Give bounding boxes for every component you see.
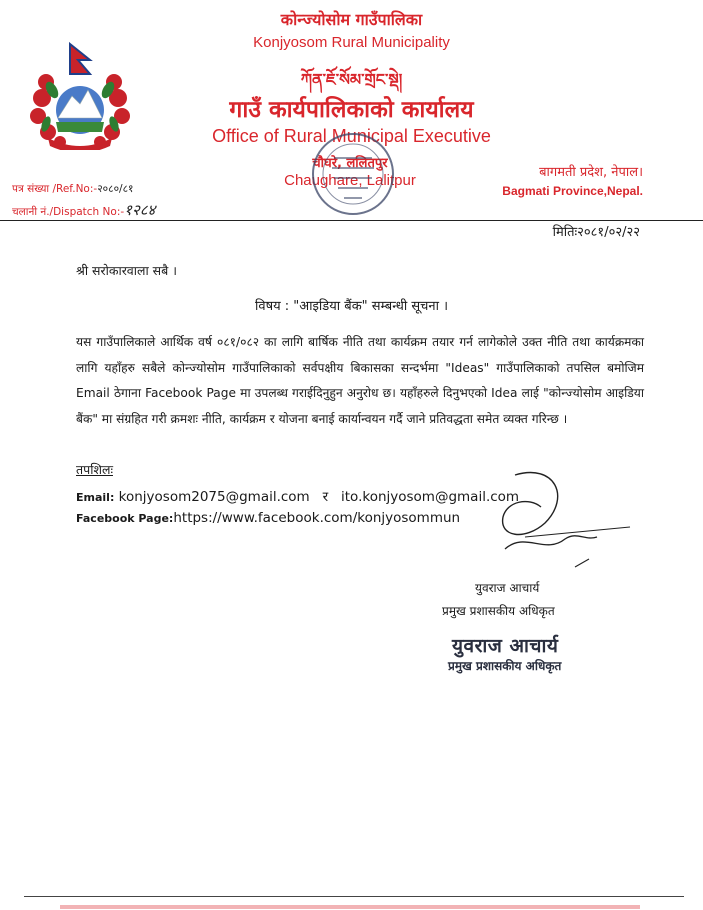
dispatch-number-value: १२८४ [124, 201, 156, 219]
header-divider [0, 220, 703, 221]
facebook-line [76, 510, 460, 526]
salutation: श्री सरोकारवाला सबै । [76, 263, 177, 278]
footer-text-cropped [60, 904, 640, 910]
reference-number-value: २०८०/८१ [97, 183, 134, 195]
province-nepali: बागमती प्रदेश, नेपाल। [539, 165, 643, 180]
municipality-name-nepali: कोन्ज्योसोम गाउँपालिका [280, 10, 423, 29]
email-separator: र [322, 489, 329, 505]
office-name-english: Office of Rural Municipal Executive [212, 126, 491, 146]
letter-subject: विषय : "आइडिया बैंक" सम्बन्धी सूचना । [254, 299, 449, 314]
name-stamp: युवराज आचार्य [452, 635, 559, 657]
office-name-nepali: गाउँ कार्यपालिकाको कार्यालय [229, 97, 474, 123]
municipality-name-english: Konjyosom Rural Municipality [253, 34, 450, 51]
dispatch-number-label: चलानी नं./Dispatch No:- [12, 206, 125, 218]
details-heading: तपशिलः [76, 462, 113, 477]
location-nepali: चौघरे, ललितपुर [312, 156, 388, 171]
email-line [76, 487, 519, 505]
facebook-url[interactable]: https://www.facebook.com/konjyosommun [173, 510, 461, 526]
reference-number-label: पत्र संख्या /Ref.No:- [12, 183, 98, 195]
dispatch-number [12, 200, 155, 220]
footer-divider [24, 896, 684, 897]
signer-name: युवराज आचार्य [475, 581, 540, 595]
title-stamp: प्रमुख प्रशासकीय अधिकृत [448, 659, 562, 673]
province-english: Bagmati Province,Nepal. [502, 184, 643, 198]
municipality-name-tibetan: ཀོན་ཇོ་སོམ་གྲོང་སྡེ། [300, 70, 403, 89]
signer-title: प्रमुख प्रशासकीय अधिकृत [442, 604, 555, 618]
location-english: Chaughare, Lalitpur [284, 172, 416, 189]
handwritten-signature [485, 467, 635, 577]
email-label: Email: [76, 491, 115, 504]
letter-date: मितिः२०८१/०२/२२ [552, 225, 640, 240]
email-address-secondary[interactable]: ito.konjyosom@gmail.com [341, 489, 520, 505]
email-address-primary[interactable]: konjyosom2075@gmail.com [118, 489, 310, 505]
letter-body: यस गाउँपालिकाले आर्थिक वर्ष ०८१/०८२ का लागि बार्षिक नीति तथा कार्यक्रम तयार गर्न लागेकोले उक्त नीति तथा कार्यक्रमका लागि यहाँहरु सबैले कोन्ज्योसोम गाउँपालिकाको सर्वपक्षीय बिकासका सन्दर्भमा "Ideas" गाउँपालिकाको तपसिल बमोजिम Email ठेगाना Facebook Page मा उपलब्ध गराईदिनुहुन अनुरोध छ। यहाँहरुले दिनुभएको Idea लाई "कोन्ज्योसोम आइडिया बैंक" मा संग्रहित गरी क्रमशः नीति, कार्यक्रम र योजना बनाई कार्यान्वयन गर्दै जाने प्रतिवद्धता समेत व्यक्त गरिन्छ । [76, 335, 644, 426]
facebook-label: Facebook Page: [76, 512, 174, 525]
